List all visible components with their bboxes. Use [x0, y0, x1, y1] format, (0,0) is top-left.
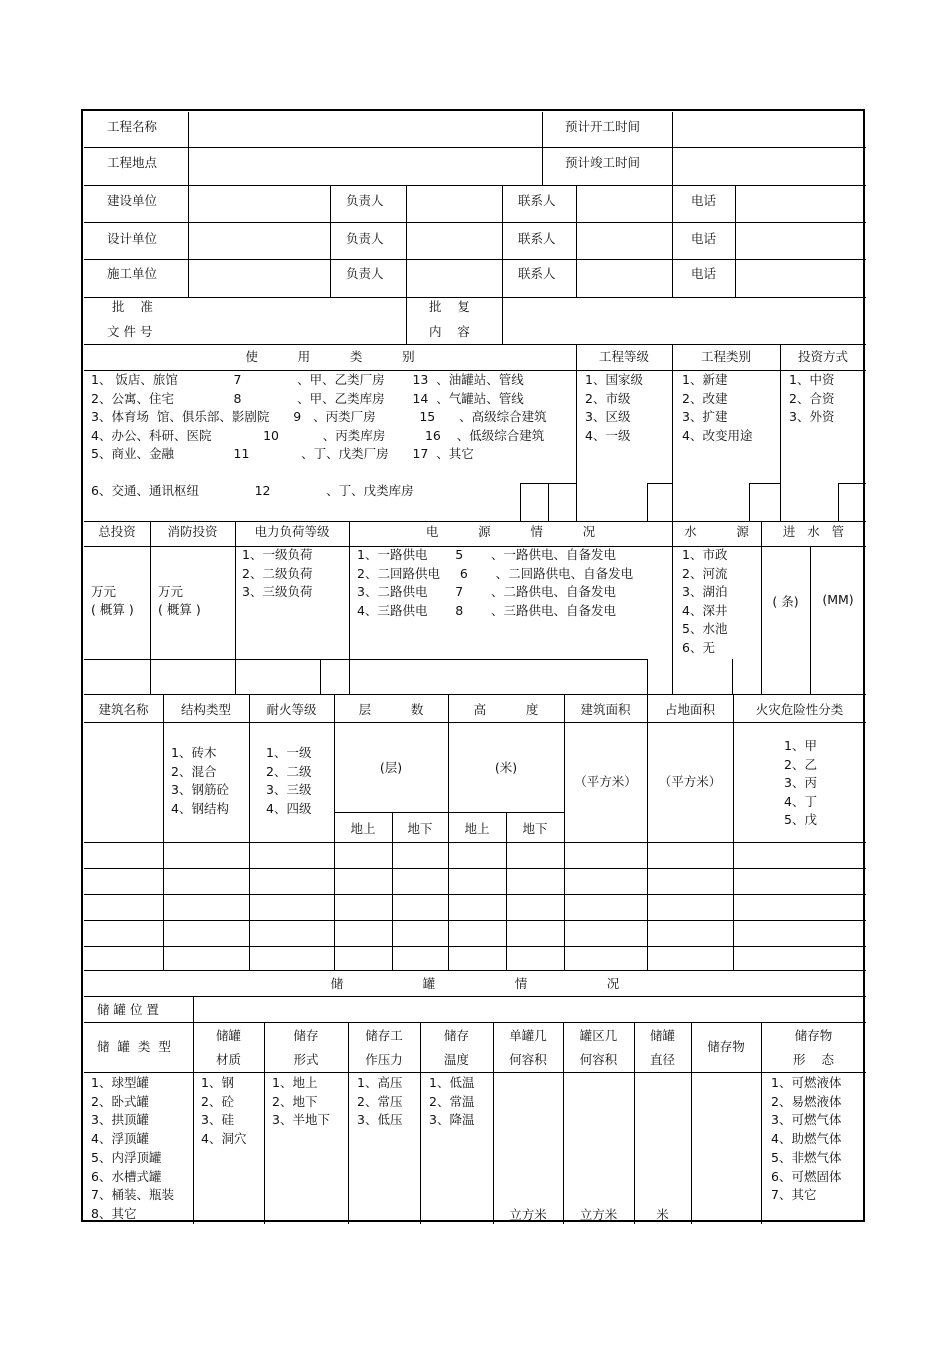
hazard-class-item: 3、丙 — [784, 775, 817, 790]
responsible-person-label: 负责人 — [346, 231, 384, 246]
building-col-header: 建筑名称 — [98, 702, 149, 717]
h-rule — [84, 894, 866, 895]
v-rule — [672, 521, 673, 694]
power-load-header: 电力负荷等级 — [254, 524, 330, 539]
grade-item: 2、市级 — [585, 390, 631, 406]
fire-invest-unit: 万元 — [158, 584, 184, 599]
power-supply-line: 3、二路供电 7 、二路供电、自备发电 — [357, 584, 617, 599]
v-rule — [235, 521, 236, 694]
power-supply-line: 1、一路供电 5 、一路供电、自备发电 — [357, 547, 617, 562]
usage-line: 4、办公、科研、医院 10 、丙类库房 16 、低级综合建筑 — [91, 427, 545, 443]
v-rule — [838, 483, 839, 521]
usage-line: 6、交通、通讯枢纽 12 、丁、戊类库房 — [91, 483, 414, 498]
v-rule — [576, 344, 577, 521]
contact-person-label: 联系人 — [518, 266, 556, 281]
hazard-class-item: 2、乙 — [784, 756, 817, 772]
water-source-item: 2、河流 — [682, 565, 728, 581]
invest-method-item: 1、中资 — [789, 372, 835, 387]
v-rule — [406, 185, 407, 297]
v-rule — [810, 546, 811, 694]
h-rule — [647, 483, 672, 484]
planned-start-field[interactable] — [673, 112, 866, 147]
h-rule — [749, 483, 780, 484]
building-area-unit: （平方米） — [574, 774, 637, 789]
h-rule — [84, 946, 866, 947]
water-source-item: 5、水池 — [682, 621, 728, 636]
tank-type-item: 7、桶装、瓶装 — [91, 1187, 174, 1203]
storage-form-item: 2、地下 — [272, 1093, 318, 1109]
inlet-diameter-unit: (MM) — [822, 592, 854, 607]
stored-material-state-item: 7、其它 — [771, 1187, 817, 1203]
tank-position-label: 储 罐 位 置 — [97, 1002, 159, 1017]
v-rule — [349, 521, 350, 694]
party-label: 设计单位 — [107, 231, 158, 246]
v-rule — [733, 694, 734, 970]
contact-person-label: 联系人 — [518, 193, 556, 208]
v-rule — [406, 297, 407, 344]
single-volume-unit: 立方米 — [509, 1207, 547, 1222]
stored-material-state-item: 2、易燃液体 — [771, 1093, 842, 1109]
tank-col-header: 罐区几 — [579, 1028, 618, 1043]
invest-method-item: 3、外资 — [789, 409, 835, 424]
height-below-label: 地下 — [522, 821, 548, 836]
tank-material-item: 3、硅 — [201, 1112, 234, 1128]
building-col-header: 结构类型 — [180, 702, 231, 717]
tank-col-header: 形 态 — [793, 1052, 834, 1067]
tank-col-header: 作压力 — [365, 1052, 403, 1067]
h-rule — [84, 222, 866, 223]
project-site-label: 工程地点 — [107, 155, 158, 170]
tank-material-item: 1、钢 — [201, 1075, 234, 1090]
planned-completion-field[interactable] — [673, 148, 866, 185]
tank-position-field[interactable] — [194, 997, 866, 1022]
v-rule — [780, 344, 781, 521]
tank-col-header: 何容积 — [579, 1052, 618, 1067]
h-rule — [84, 659, 647, 660]
reply-content-field[interactable] — [503, 298, 866, 344]
h-rule — [84, 722, 866, 723]
total-invest-unit: ( 概算 ) — [91, 602, 134, 617]
tank-col-header: 何容积 — [509, 1052, 547, 1067]
reply-label: 批 复 — [429, 299, 470, 314]
responsible-person-label: 负责人 — [346, 193, 384, 208]
v-rule — [330, 185, 331, 297]
v-rule — [647, 483, 648, 521]
hazard-class-item: 1、甲 — [784, 738, 817, 753]
tank-col-header: 储存 — [443, 1028, 469, 1043]
usage-line: 1、 饭店、旅馆 7 、甲、乙类厂房 13 、油罐站、管线 — [91, 372, 524, 387]
building-col-header: 层 数 — [358, 702, 424, 717]
total-invest-header: 总投资 — [98, 524, 136, 539]
fire-rating-item: 2、二级 — [266, 763, 312, 779]
h-rule — [84, 842, 866, 843]
phone-label: 电话 — [691, 193, 717, 208]
project-type-item: 3、扩建 — [682, 409, 728, 424]
approval-doc-field[interactable] — [189, 298, 406, 344]
tank-type-item: 8、其它 — [91, 1205, 137, 1221]
temperature-item: 2、常温 — [429, 1093, 475, 1109]
v-rule — [647, 659, 648, 694]
fire-rating-item: 1、一级 — [266, 745, 312, 760]
v-rule — [520, 483, 521, 521]
approval-label: 文 件 号 — [107, 324, 153, 339]
pressure-item: 1、高压 — [357, 1075, 403, 1090]
v-rule — [749, 483, 750, 521]
tank-type-item: 3、拱顶罐 — [91, 1112, 149, 1128]
usage-line: 5、商业、金融 11 、丁、戊类厂房 17 、其它 — [91, 446, 474, 461]
water-source-item: 3、湖泊 — [682, 584, 728, 599]
power-load-item: 2、二级负荷 — [242, 565, 313, 581]
tank-section-header: 储 罐 情 况 — [330, 976, 620, 991]
tank-col-header: 储罐 — [649, 1028, 675, 1043]
inlet-pipe-header: 进 水 管 — [782, 524, 845, 539]
tank-col-header: 温度 — [443, 1052, 469, 1067]
h-rule — [84, 970, 866, 971]
invest-header: 投资方式 — [797, 349, 848, 364]
h-rule — [334, 812, 564, 813]
v-rule — [576, 185, 577, 297]
h-rule — [84, 344, 866, 345]
building-col-header: 高 度 — [473, 702, 539, 717]
project-type-item: 2、改建 — [682, 390, 728, 406]
water-source-item: 4、深井 — [682, 602, 728, 618]
pressure-item: 3、低压 — [357, 1112, 403, 1128]
building-col-header: 建筑面积 — [580, 702, 631, 717]
usage-line: 3、体育场 馆、俱乐部、影剧院 9 、丙类厂房 15 、高级综合建筑 — [91, 409, 547, 424]
responsible-person-label: 负责人 — [346, 266, 384, 281]
v-rule — [249, 694, 250, 970]
v-rule — [542, 112, 543, 185]
party-label: 建设单位 — [107, 193, 158, 208]
power-load-item: 1、一级负荷 — [242, 547, 313, 562]
tank-col-header: 储存工 — [365, 1028, 403, 1043]
diameter-unit: 米 — [656, 1207, 669, 1222]
tank-type-item: 6、水槽式罐 — [91, 1168, 162, 1184]
tank-col-header: 单罐几 — [509, 1028, 547, 1043]
stored-material-state-item: 4、助燃气体 — [771, 1131, 842, 1147]
reply-label: 内 容 — [429, 324, 470, 339]
tank-material-item: 4、洞穴 — [201, 1131, 247, 1147]
power-supply-header: 电 源 情 况 — [425, 524, 596, 539]
structure-type-item: 2、混合 — [171, 763, 217, 779]
tank-col-header: 储存物 — [794, 1028, 833, 1043]
h-rule — [84, 185, 866, 186]
project-site-field[interactable] — [189, 148, 542, 185]
building-col-header: 占地面积 — [664, 702, 715, 717]
fire-registration-form — [81, 109, 865, 1222]
v-rule — [735, 185, 736, 297]
h-rule — [84, 868, 866, 869]
tank-type-item: 2、卧式罐 — [91, 1093, 149, 1109]
v-rule — [163, 694, 164, 970]
tank-col-header: 直径 — [649, 1052, 675, 1067]
grade-item: 3、区级 — [585, 409, 631, 424]
power-supply-line: 4、三路供电 8 、三路供电、自备发电 — [357, 602, 617, 618]
usage-line: 2、公寓、住宅 8 、甲、乙类库房 14 、气罐站、管线 — [91, 390, 524, 406]
stored-material-state-item: 1、可燃液体 — [771, 1075, 842, 1090]
v-rule — [647, 694, 648, 970]
tank-col-header: 储存 — [293, 1028, 319, 1043]
power-supply-line: 2、二回路供电 6 、二回路供电、自备发电 — [357, 565, 634, 581]
invest-method-item: 2、合资 — [789, 390, 835, 406]
v-rule — [502, 185, 503, 297]
stored-material-state-item: 3、可燃气体 — [771, 1112, 842, 1128]
type-header: 工程类别 — [700, 349, 751, 364]
power-load-item: 3、三级负荷 — [242, 584, 313, 599]
water-source-header: 水 源 — [684, 524, 749, 539]
tank-type-item: 5、内浮顶罐 — [91, 1149, 162, 1165]
usage-header: 使 用 类 别 — [245, 349, 415, 364]
phone-label: 电话 — [691, 266, 717, 281]
contact-person-label: 联系人 — [518, 231, 556, 246]
project-name-field[interactable] — [189, 112, 542, 147]
tank-col-header: 储罐 — [215, 1028, 241, 1043]
h-rule — [84, 920, 866, 921]
tank-col-header: 储存物 — [707, 1039, 745, 1054]
grade-item: 4、一级 — [585, 427, 631, 443]
storage-form-item: 1、地上 — [272, 1075, 318, 1090]
hazard-class-item: 4、丁 — [784, 793, 817, 809]
h-rule — [84, 259, 866, 260]
floors-unit: (层) — [379, 760, 403, 775]
building-col-header: 火灾危险性分类 — [755, 702, 844, 717]
area-volume-unit: 立方米 — [579, 1207, 618, 1222]
fire-invest-header: 消防投资 — [167, 524, 218, 539]
grade-item: 1、国家级 — [585, 372, 643, 387]
structure-type-item: 1、砖木 — [171, 745, 217, 760]
hazard-class-item: 5、戊 — [784, 812, 817, 827]
tank-type-label: 储 罐 类 型 — [97, 1039, 171, 1054]
project-type-item: 4、改变用途 — [682, 427, 753, 443]
building-col-header: 耐火等级 — [266, 702, 317, 717]
planned-completion-label: 预计竣工时间 — [565, 155, 641, 170]
project-type-item: 1、新建 — [682, 372, 728, 387]
fire-rating-item: 3、三级 — [266, 782, 312, 797]
inlet-count-unit: ( 条) — [772, 594, 799, 609]
water-source-item: 6、无 — [682, 639, 715, 655]
v-rule — [672, 185, 673, 297]
pressure-item: 2、常压 — [357, 1093, 403, 1109]
storage-form-item: 3、半地下 — [272, 1112, 330, 1128]
tank-col-header: 材质 — [215, 1052, 241, 1067]
h-rule — [84, 694, 866, 695]
land-area-unit: （平方米） — [658, 774, 722, 789]
fire-rating-item: 4、四级 — [266, 800, 312, 816]
fire-invest-unit: ( 概算 ) — [158, 602, 201, 617]
floors-below-label: 地下 — [407, 821, 433, 836]
structure-type-item: 3、钢筋砼 — [171, 782, 229, 797]
water-source-item: 1、市政 — [682, 547, 728, 562]
tank-type-item: 4、浮顶罐 — [91, 1131, 149, 1147]
stored-material-state-item: 6、可燃固体 — [771, 1168, 842, 1184]
v-rule — [320, 659, 321, 694]
floors-above-label: 地上 — [350, 821, 376, 836]
v-rule — [150, 521, 151, 694]
h-rule — [84, 1022, 866, 1023]
tank-type-item: 1、球型罐 — [91, 1075, 149, 1090]
v-rule — [672, 344, 673, 521]
temperature-item: 3、降温 — [429, 1112, 475, 1128]
planned-start-label: 预计开工时间 — [565, 119, 641, 134]
height-above-label: 地上 — [464, 821, 490, 836]
v-rule — [732, 659, 733, 694]
temperature-item: 1、低温 — [429, 1075, 475, 1090]
h-rule — [838, 483, 866, 484]
approval-label: 批 准 — [112, 299, 153, 314]
tank-col-header: 形式 — [293, 1052, 319, 1067]
stored-material-state-item: 5、非燃气体 — [771, 1149, 842, 1165]
party-label: 施工单位 — [107, 266, 158, 281]
total-invest-unit: 万元 — [91, 584, 117, 599]
v-rule — [548, 483, 549, 521]
structure-type-item: 4、钢结构 — [171, 800, 229, 816]
height-unit: (米) — [494, 760, 518, 775]
v-rule — [564, 694, 565, 970]
tank-material-item: 2、砼 — [201, 1093, 234, 1109]
phone-label: 电话 — [691, 231, 717, 246]
grade-header: 工程等级 — [598, 349, 649, 364]
project-name-label: 工程名称 — [107, 119, 158, 134]
